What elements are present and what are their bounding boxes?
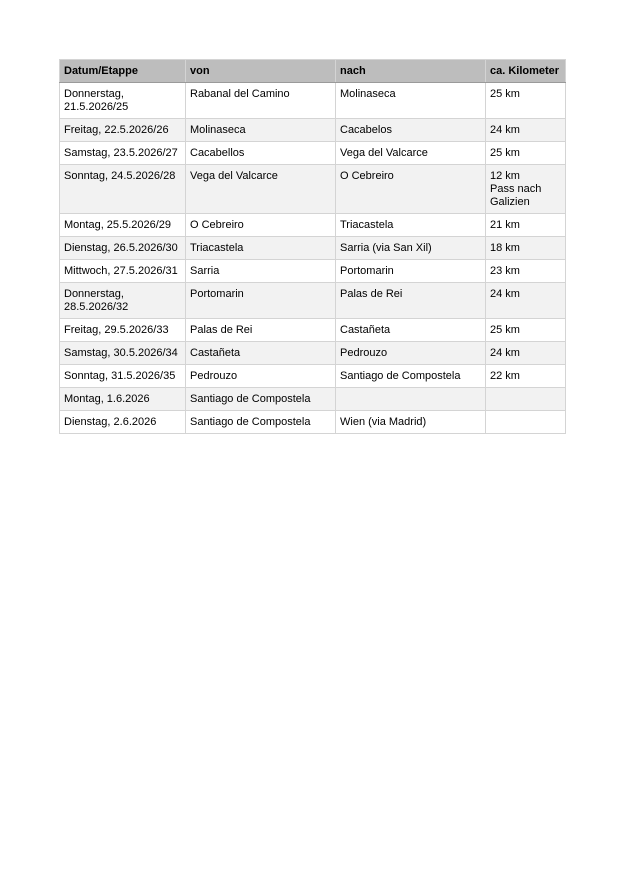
kilometers-cell-text: 12 km Pass nach Galizien (490, 170, 542, 208)
from-cell (186, 214, 336, 237)
kilometers-cell-text: 21 km (490, 219, 520, 231)
to-cell-text: Cacabelos (340, 124, 392, 136)
to-cell-text: Santiago de Compostela (340, 370, 461, 382)
kilometers-cell (486, 260, 566, 283)
header-from: von (186, 60, 336, 83)
from-cell-text: Sarria (190, 265, 220, 277)
date-stage-cell (60, 388, 186, 411)
kilometers-cell-text: 24 km (490, 288, 520, 300)
kilometers-cell-text: 25 km (490, 88, 520, 100)
to-cell-text: Castañeta (340, 324, 391, 336)
date-stage-cell-text: Samstag, 30.5.2026/34 (64, 347, 178, 359)
from-cell (186, 411, 336, 434)
table-row (60, 119, 566, 142)
date-stage-cell-text: Samstag, 23.5.2026/27 (64, 147, 178, 159)
from-cell-text: Vega del Valcarce (190, 170, 278, 182)
date-stage-cell (60, 214, 186, 237)
table-row (60, 260, 566, 283)
date-stage-cell-text: Dienstag, 2.6.2026 (64, 416, 157, 428)
to-cell-text: Palas de Rei (340, 288, 403, 300)
from-cell-text: Portomarin (190, 288, 244, 300)
from-cell (186, 119, 336, 142)
date-stage-cell-text: Freitag, 22.5.2026/26 (64, 124, 169, 136)
header-to: nach (336, 60, 486, 83)
from-cell-text: Rabanal del Camino (190, 88, 290, 100)
date-stage-cell (60, 165, 186, 214)
kilometers-cell (486, 411, 566, 434)
table-row (60, 365, 566, 388)
from-cell-text: Pedrouzo (190, 370, 238, 382)
kilometers-cell (486, 119, 566, 142)
to-cell-text: Triacastela (340, 219, 394, 231)
kilometers-cell (486, 237, 566, 260)
to-cell (336, 214, 486, 237)
from-cell-text: Triacastela (190, 242, 244, 254)
from-cell-text: Palas de Rei (190, 324, 253, 336)
table-header-row (60, 60, 566, 83)
date-stage-cell-text: Dienstag, 26.5.2026/30 (64, 242, 178, 254)
table-row (60, 214, 566, 237)
date-stage-cell-text: Mittwoch, 27.5.2026/31 (64, 265, 178, 277)
from-cell (186, 142, 336, 165)
kilometers-cell (486, 319, 566, 342)
from-cell (186, 388, 336, 411)
from-cell (186, 237, 336, 260)
date-stage-cell-text: Donnerstag, 21.5.2026/25 (64, 88, 129, 113)
kilometers-cell (486, 83, 566, 119)
table-row (60, 83, 566, 119)
from-cell-text: O Cebreiro (190, 219, 244, 231)
date-stage-cell (60, 260, 186, 283)
to-cell-text: Pedrouzo (340, 347, 388, 359)
to-cell (336, 83, 486, 119)
to-cell-text: O Cebreiro (340, 170, 394, 182)
kilometers-cell-text: 22 km (490, 370, 520, 382)
from-cell (186, 365, 336, 388)
to-cell-text: Portomarin (340, 265, 394, 277)
table-row (60, 411, 566, 434)
date-stage-cell (60, 365, 186, 388)
table-row (60, 165, 566, 214)
from-cell (186, 283, 336, 319)
from-cell (186, 319, 336, 342)
kilometers-cell (486, 214, 566, 237)
kilometers-cell-text: 25 km (490, 324, 520, 336)
date-stage-cell-text: Montag, 25.5.2026/29 (64, 219, 172, 231)
to-cell-text: Molinaseca (340, 88, 396, 100)
table-row (60, 142, 566, 165)
kilometers-cell-text: 23 km (490, 265, 520, 277)
kilometers-cell (486, 142, 566, 165)
table-row (60, 237, 566, 260)
date-stage-cell-text: Donnerstag, 28.5.2026/32 (64, 288, 129, 313)
kilometers-cell (486, 365, 566, 388)
to-cell (336, 319, 486, 342)
to-cell (336, 142, 486, 165)
to-cell-text: Sarria (via San Xil) (340, 242, 432, 254)
date-stage-cell (60, 342, 186, 365)
to-cell (336, 165, 486, 214)
date-stage-cell (60, 142, 186, 165)
header-date-stage: Datum/Etappe (60, 60, 186, 83)
from-cell (186, 260, 336, 283)
date-stage-cell-text: Sonntag, 31.5.2026/35 (64, 370, 176, 382)
from-cell (186, 342, 336, 365)
to-cell (336, 119, 486, 142)
date-stage-cell-text: Sonntag, 24.5.2026/28 (64, 170, 176, 182)
date-stage-cell (60, 283, 186, 319)
to-cell (336, 342, 486, 365)
from-cell (186, 165, 336, 214)
to-cell-text: Vega del Valcarce (340, 147, 428, 159)
from-cell (186, 83, 336, 119)
date-stage-cell-text: Freitag, 29.5.2026/33 (64, 324, 169, 336)
kilometers-cell (486, 342, 566, 365)
date-stage-cell (60, 83, 186, 119)
to-cell (336, 283, 486, 319)
from-cell-text: Santiago de Compostela (190, 393, 311, 405)
from-cell-text: Cacabellos (190, 147, 245, 159)
table-row (60, 319, 566, 342)
from-cell-text: Santiago de Compostela (190, 416, 311, 428)
kilometers-cell (486, 388, 566, 411)
table-row (60, 283, 566, 319)
from-cell-text: Molinaseca (190, 124, 246, 136)
kilometers-cell-text: 24 km (490, 347, 520, 359)
header-kilometers: ca. Kilometer (486, 60, 566, 83)
kilometers-cell-text: 24 km (490, 124, 520, 136)
to-cell (336, 411, 486, 434)
to-cell (336, 365, 486, 388)
table-body (60, 83, 566, 434)
date-stage-cell (60, 319, 186, 342)
date-stage-cell (60, 411, 186, 434)
to-cell-text: Wien (via Madrid) (340, 416, 427, 428)
itinerary-table (59, 59, 566, 434)
to-cell (336, 388, 486, 411)
to-cell (336, 260, 486, 283)
table-row (60, 342, 566, 365)
date-stage-cell (60, 119, 186, 142)
date-stage-cell (60, 237, 186, 260)
kilometers-cell-text: 18 km (490, 242, 520, 254)
kilometers-cell (486, 283, 566, 319)
to-cell (336, 237, 486, 260)
kilometers-cell-text: 25 km (490, 147, 520, 159)
table-row (60, 388, 566, 411)
kilometers-cell (486, 165, 566, 214)
from-cell-text: Castañeta (190, 347, 241, 359)
date-stage-cell-text: Montag, 1.6.2026 (64, 393, 150, 405)
